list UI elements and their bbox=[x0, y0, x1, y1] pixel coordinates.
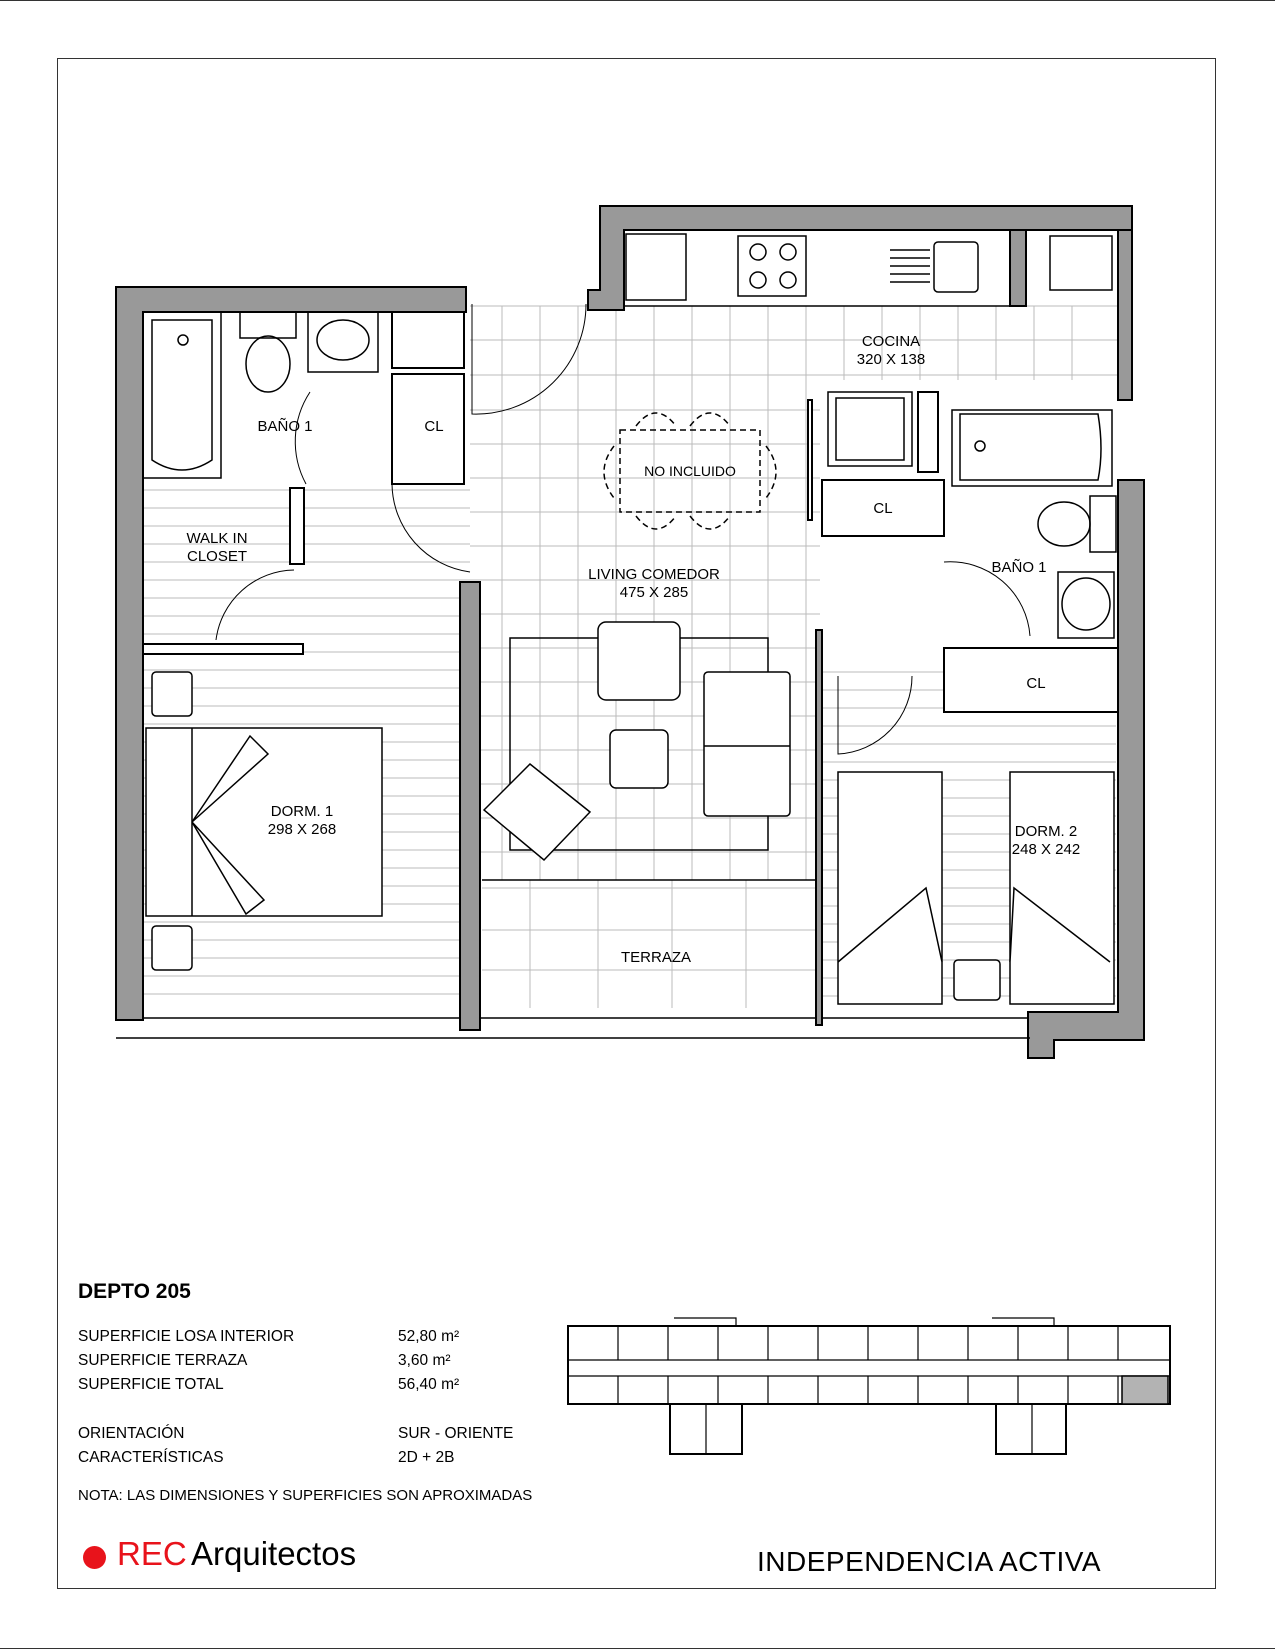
unit-highlight bbox=[1122, 1376, 1168, 1404]
no-incluido-label: NO INCLUIDO bbox=[644, 463, 736, 479]
info-label: SUPERFICIE TERRAZA bbox=[78, 1352, 248, 1369]
bathroom-right-fixtures bbox=[952, 410, 1116, 638]
info-value: 2D + 2B bbox=[398, 1449, 455, 1466]
dorm2-dims: 248 X 242 bbox=[1011, 841, 1081, 858]
brand-arquitectos: Arquitectos bbox=[191, 1535, 357, 1572]
info-label: SUPERFICIE TOTAL bbox=[78, 1376, 224, 1393]
info-value: SUR - ORIENTE bbox=[398, 1425, 514, 1442]
brand-dot-icon bbox=[83, 1546, 106, 1569]
bano-left-label: BAÑO 1 bbox=[257, 418, 313, 435]
dimensions-note: NOTA: LAS DIMENSIONES Y SUPERFICIES SON APROXIMADAS bbox=[78, 1487, 533, 1504]
kitchen-counter bbox=[624, 230, 1112, 306]
info-label: CARACTERÍSTICAS bbox=[78, 1449, 224, 1466]
living-dims: 475 X 285 bbox=[619, 584, 689, 601]
info-value: 56,40 m² bbox=[398, 1376, 460, 1393]
key-plan bbox=[566, 1316, 1176, 1464]
cl-right-label: CL bbox=[1026, 675, 1046, 692]
cocina-label: COCINA bbox=[861, 333, 921, 350]
cl-kitchen-label: CL bbox=[873, 500, 893, 517]
project-name: INDEPENDENCIA ACTIVA bbox=[757, 1546, 1102, 1577]
bathroom-left-fixtures bbox=[143, 312, 378, 478]
brand-rec: REC bbox=[117, 1535, 187, 1572]
info-label: SUPERFICIE LOSA INTERIOR bbox=[78, 1328, 295, 1345]
living-label: LIVING COMEDOR bbox=[588, 566, 720, 583]
cl-left-label: CL bbox=[424, 418, 444, 435]
info-value: 3,60 m² bbox=[398, 1352, 451, 1369]
terraza-tiles bbox=[482, 880, 818, 1008]
dorm1-label: DORM. 1 bbox=[270, 803, 334, 820]
walk-in-label-1: WALK IN bbox=[186, 530, 248, 547]
dorm1-dims: 298 X 268 bbox=[267, 821, 337, 838]
dorm2-label: DORM. 2 bbox=[1014, 823, 1078, 840]
unit-title: DEPTO 205 bbox=[78, 1280, 191, 1303]
dorm1-bed bbox=[146, 672, 382, 970]
bano-right-label: BAÑO 1 bbox=[991, 559, 1047, 576]
cocina-dims: 320 X 138 bbox=[856, 351, 926, 368]
info-value: 52,80 m² bbox=[398, 1328, 460, 1345]
walk-in-label-2: CLOSET bbox=[186, 548, 248, 565]
terraza-label: TERRAZA bbox=[620, 949, 692, 966]
bottom-rule bbox=[0, 1648, 1275, 1649]
info-label: ORIENTACIÓN bbox=[78, 1425, 185, 1442]
